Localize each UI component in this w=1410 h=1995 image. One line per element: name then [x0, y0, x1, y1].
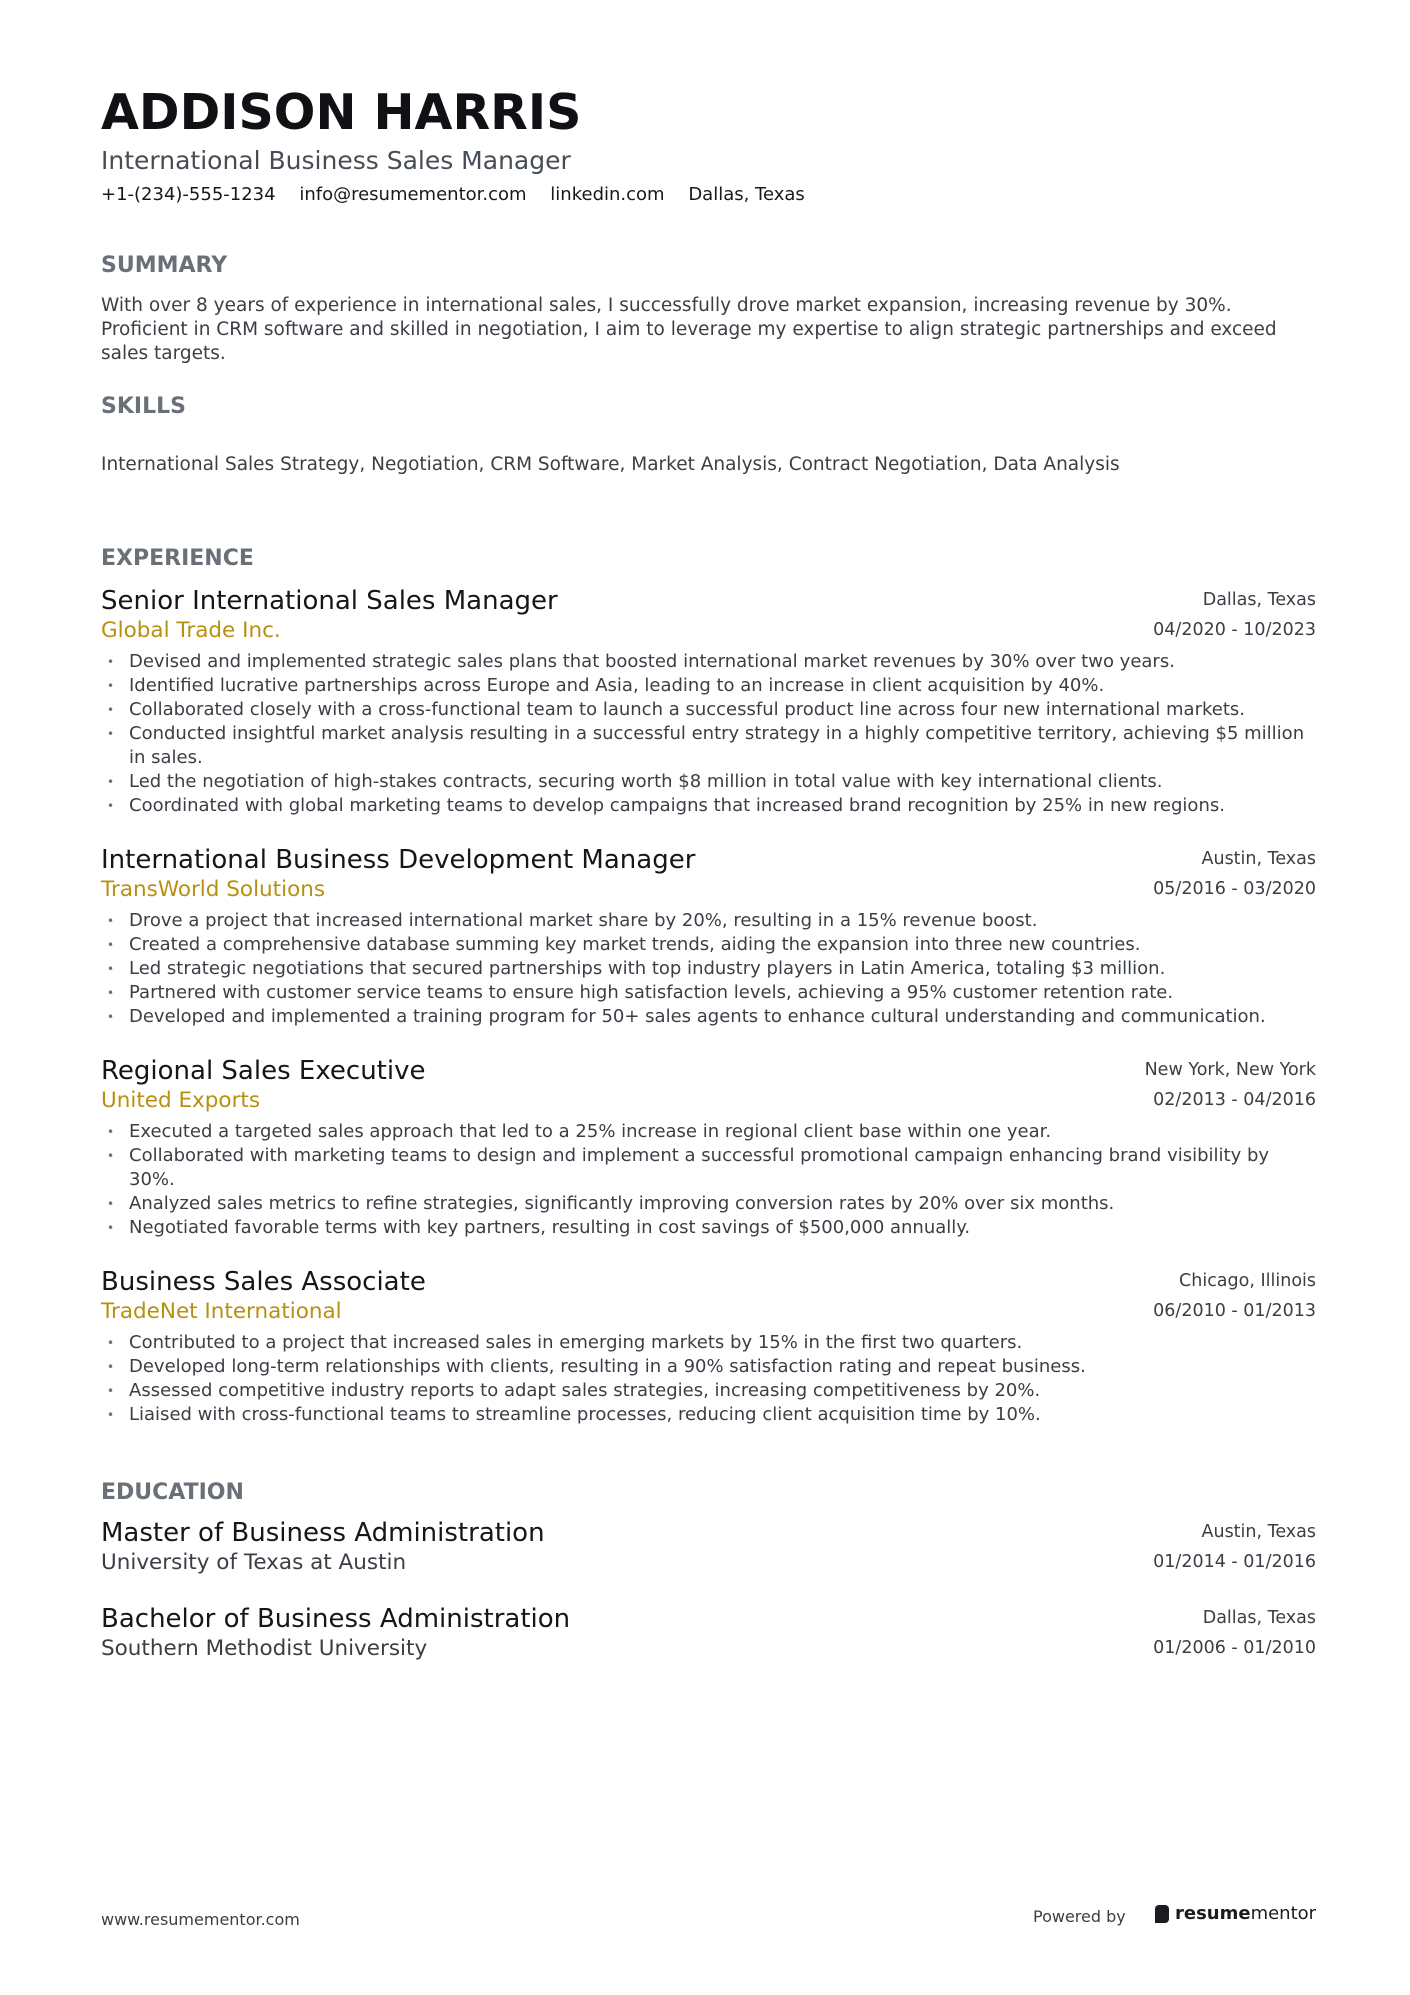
education-school: Southern Methodist University — [101, 1636, 428, 1661]
job-bullet: • Developed long-term relationships with clients, resulting in a 90% satisfaction rating and repeat business. — [101, 1355, 1316, 1379]
contact-line — [101, 184, 823, 205]
job-bullet: • Partnered with customer service teams to ensure high satisfaction levels, achieving a 95% customer retention rate. — [101, 981, 1316, 1005]
education-heading: EDUCATION — [101, 1480, 244, 1505]
job-bullets — [101, 1120, 1316, 1240]
footer-powered-by: Powered by — [1033, 1907, 1126, 1926]
job-bullet: • Developed and implemented a training program for 50+ sales agents to enhance cultural understanding and communication. — [101, 1005, 1316, 1029]
job-bullet: • Identified lucrative partnerships across Europe and Asia, leading to an increase in client acquisition by 40%. — [101, 674, 1316, 698]
job-bullet: • Executed a targeted sales approach that led to a 25% increase in regional client base within one year. — [101, 1120, 1316, 1144]
job-title: Senior International Sales Manager — [101, 586, 558, 616]
job-dates: 02/2013 - 04/2016 — [1153, 1090, 1316, 1110]
job-bullets — [101, 909, 1316, 1029]
job-title: International Business Development Manager — [101, 845, 696, 875]
footer-url[interactable]: www.resumementor.com — [101, 1910, 300, 1929]
experience-heading: EXPERIENCE — [101, 546, 254, 571]
job-dates: 06/2010 - 01/2013 — [1153, 1301, 1316, 1321]
job-dates: 04/2020 - 10/2023 — [1153, 620, 1316, 640]
summary-text: With over 8 years of experience in international sales, I successfully drove market expansion, increasing revenue by 30%. Proficient in CRM software and skilled in negotiation, I aim to leverage my expertise to align strategic partnerships and exceed sales targets. — [101, 295, 1277, 364]
contact-location: Dallas, Texas — [688, 184, 805, 205]
resumementor-logo[interactable] — [1155, 1903, 1316, 1924]
contact-email[interactable]: info@resumementor.com — [299, 184, 527, 205]
job-bullet: • Contributed to a project that increased sales in emerging markets by 15% in the first two quarters. — [101, 1331, 1316, 1355]
education-degree: Bachelor of Business Administration — [101, 1604, 571, 1634]
job-bullet: • Drove a project that increased international market share by 20%, resulting in a 15% revenue boost. — [101, 909, 1316, 933]
job-bullet: • Led the negotiation of high-stakes contracts, securing worth $8 million in total value with key international clients. — [101, 770, 1316, 794]
job-bullet: • Created a comprehensive database summing key market trends, aiding the expansion into three new countries. — [101, 933, 1316, 957]
logo-text-regular: mentor — [1250, 1903, 1317, 1924]
candidate-title: International Business Sales Manager — [101, 146, 571, 175]
job-title: Business Sales Associate — [101, 1267, 426, 1297]
job-bullet: • Negotiated favorable terms with key partners, resulting in cost savings of $500,000 annually. — [101, 1216, 1316, 1240]
job-location: New York, New York — [1144, 1060, 1316, 1080]
job-bullet: • Collaborated closely with a cross-functional team to launch a successful product line across four new international markets. — [101, 698, 1316, 722]
skills-text: International Sales Strategy, Negotiation, CRM Software, Market Analysis, Contract Negotiation, Data Analysis — [101, 454, 1120, 475]
job-bullets — [101, 1331, 1316, 1427]
job-company: TradeNet International — [101, 1299, 342, 1324]
job-title: Regional Sales Executive — [101, 1056, 426, 1086]
job-location: Chicago, Illinois — [1179, 1271, 1316, 1291]
job-bullet: • Analyzed sales metrics to refine strategies, significantly improving conversion rates by 20% over six months. — [101, 1192, 1316, 1216]
job-company: TransWorld Solutions — [101, 877, 326, 902]
job-bullet: • Coordinated with global marketing teams to develop campaigns that increased brand recognition by 25% in new regions. — [101, 794, 1316, 818]
job-company: United Exports — [101, 1088, 261, 1113]
education-school: University of Texas at Austin — [101, 1550, 407, 1575]
candidate-name: ADDISON HARRIS — [101, 84, 582, 141]
job-bullet: • Devised and implemented strategic sales plans that boosted international market revenues by 30% over two years. — [101, 650, 1316, 674]
job-company: Global Trade Inc. — [101, 618, 281, 643]
education-degree: Master of Business Administration — [101, 1518, 545, 1548]
job-bullet: • Conducted insightful market analysis resulting in a successful entry strategy in a highly competitive territory, achieving $5 million in sales. — [101, 722, 1316, 770]
contact-linkedin[interactable]: linkedin.com — [550, 184, 665, 205]
job-bullets — [101, 650, 1316, 818]
job-bullet: • Led strategic negotiations that secured partnerships with top industry players in Latin America, totaling $3 million. — [101, 957, 1316, 981]
job-dates: 05/2016 - 03/2020 — [1153, 879, 1316, 899]
skills-heading: SKILLS — [101, 394, 186, 419]
contact-phone[interactable]: +1-(234)-555-1234 — [101, 184, 276, 205]
resumementor-logo-icon — [1155, 1905, 1169, 1923]
education-dates: 01/2014 - 01/2016 — [1153, 1552, 1316, 1572]
job-bullet: • Collaborated with marketing teams to design and implement a successful promotional campaign enhancing brand visibility by 30%. — [101, 1144, 1316, 1192]
logo-text-bold: resume — [1175, 1903, 1251, 1924]
education-location: Austin, Texas — [1201, 1522, 1316, 1542]
education-location: Dallas, Texas — [1202, 1608, 1316, 1628]
job-bullet: • Liaised with cross-functional teams to streamline processes, reducing client acquisition time by 10%. — [101, 1403, 1316, 1427]
summary-heading: SUMMARY — [101, 253, 228, 278]
job-location: Dallas, Texas — [1202, 590, 1316, 610]
education-dates: 01/2006 - 01/2010 — [1153, 1638, 1316, 1658]
job-location: Austin, Texas — [1201, 849, 1316, 869]
job-bullet: • Assessed competitive industry reports to adapt sales strategies, increasing competitiveness by 20%. — [101, 1379, 1316, 1403]
